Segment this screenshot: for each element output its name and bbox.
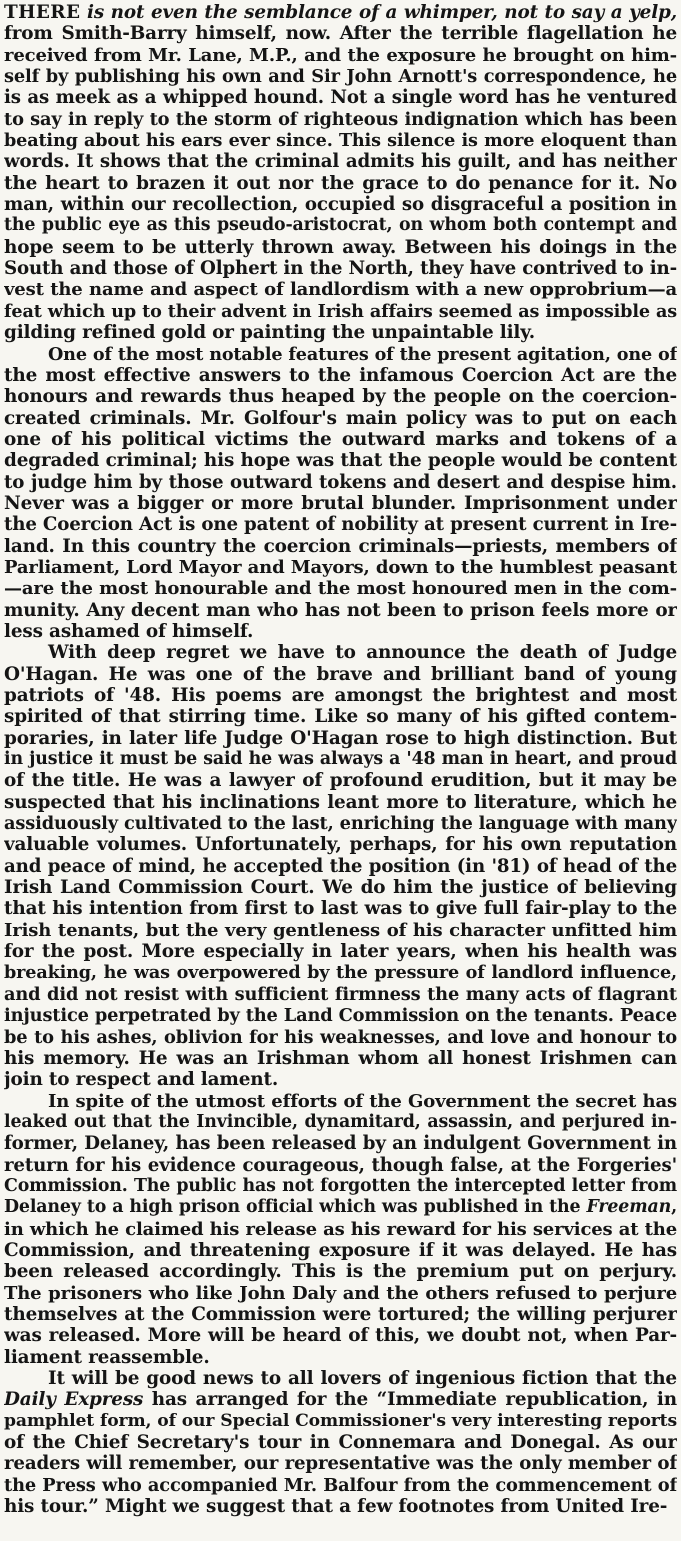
text-segment: O'Hagan. He was one of the brave and brilliant band of young: [4, 663, 677, 685]
text-segment: spirited of that stirring time. Like so many of his gifted contem-: [4, 706, 677, 728]
text-line: [4, 706, 677, 727]
text-segment: Irish Land Commission Court. We do him the justice of believing: [4, 877, 677, 899]
text-segment: honours and rewards thus heaped by the people on the coercion-: [4, 386, 677, 408]
text-line: [4, 770, 677, 791]
text-line: [4, 1261, 677, 1282]
text-segment: that his intention from first to last was to give full fair-play to the: [4, 898, 677, 920]
text-segment: leaked out that the Invincible, dynamitard, assassin, and perjured in-: [4, 1111, 677, 1132]
text-line: [4, 1347, 677, 1368]
text-line: [4, 920, 677, 941]
text-segment: —are the most honourable and the most honoured men in the com-: [4, 578, 677, 600]
text-segment: the public eye as this pseudo-aristocrat, on whom both contempt and: [4, 215, 677, 236]
text-line: [4, 834, 677, 855]
text-line: [4, 2, 677, 23]
text-line: [4, 450, 677, 471]
text-segment: assiduously cultivated to the last, enriching the language with many: [4, 813, 677, 835]
text-segment: was released. More will be heard of this, we doubt not, when Par-: [4, 1325, 677, 1347]
text-line: [4, 642, 677, 663]
text-line: [4, 45, 677, 66]
text-line: [4, 1411, 677, 1432]
text-segment: vest the name and aspect of landlordism with a new opprobrium—a: [4, 279, 677, 301]
text-segment: degraded criminal; his hope was that the people would be content: [4, 450, 677, 472]
text-line: [4, 685, 677, 706]
text-line: [4, 1197, 677, 1218]
text-segment: man, within our recollection, occupied so disgraceful a position in: [4, 194, 677, 216]
text-segment: beating about his ears ever since. This silence is more eloquent than: [4, 130, 677, 152]
text-segment: suspected that his inclinations leant more to literature, which he: [4, 791, 677, 813]
text-segment: be to his ashes, oblivion for his weaknesses, and love and honour to: [4, 1026, 677, 1048]
text-segment: Parliament, Lord Mayor and Mayors, down to the humblest peasant: [4, 556, 677, 578]
text-line: [4, 1091, 677, 1112]
text-segment: Never was a bigger or more brutal blunder. Imprisonment under: [4, 492, 677, 514]
text-line: [4, 365, 677, 386]
text-line: [4, 792, 677, 813]
paragraph: [4, 2, 677, 344]
text-segment: ,: [671, 1197, 677, 1218]
text-line: [4, 1389, 677, 1410]
text-segment: land. In this country the coercion criminals—priests, members of: [4, 535, 677, 557]
text-line: [4, 1048, 677, 1069]
text-segment: injustice perpetrated by the Land Commission on the tenants. Peace: [4, 1005, 677, 1027]
lead-word: THERE: [4, 2, 81, 23]
text-segment: less ashamed of himself.: [4, 620, 254, 642]
text-segment: the Coercion Act is one patent of nobility at present current in Ire-: [4, 514, 677, 536]
text-segment: words. It shows that the criminal admits his guilt, and has neither: [4, 151, 677, 173]
text-segment: to judge him by those outward tokens and desert and despise him.: [4, 471, 677, 493]
text-line: [4, 664, 677, 685]
text-segment: join to respect and lament.: [4, 1069, 279, 1091]
text-line: [4, 1325, 677, 1346]
text-line: [4, 1304, 677, 1325]
italic-title: Freeman: [586, 1197, 672, 1218]
text-segment: gilding refined gold or painting the unpaintable lily.: [4, 322, 535, 344]
text-segment: Commission, and threatening exposure if it was delayed. He has: [4, 1239, 677, 1261]
text-line: [4, 1453, 677, 1474]
text-line: [4, 301, 677, 322]
text-line: [4, 215, 677, 236]
text-segment: his memory. He was an Irishman whom all honest Irishmen can: [4, 1047, 677, 1069]
text-segment: of the Chief Secretary's tour in Connemara and Donegal. As our: [4, 1432, 677, 1454]
text-line: [4, 1176, 677, 1197]
text-segment: in justice it must be said he was always a '48 man in heart, and proud: [4, 749, 677, 770]
text-line: [4, 984, 677, 1005]
text-line: [4, 130, 677, 151]
text-segment: The prisoners who like John Daly and the others refused to perjure: [4, 1282, 677, 1304]
text-segment: from Smith-Barry himself, now. After the terrible flagellation he: [4, 23, 677, 45]
text-segment: Commission. The public has not forgotten the intercepted letter from: [4, 1175, 677, 1196]
text-line: [4, 1475, 677, 1496]
text-line: [4, 1240, 677, 1261]
text-line: [4, 66, 677, 87]
text-line: [4, 408, 677, 429]
text-segment: return for his evidence courageous, though false, at the Forgeries': [4, 1154, 677, 1176]
text-segment: With deep regret we have to announce the death of Judge: [48, 642, 677, 664]
text-line: [4, 1432, 677, 1453]
text-segment: Irish tenants, but the very gentleness of his character unfitted him: [4, 919, 677, 941]
newspaper-column: [4, 2, 677, 1517]
text-line: [4, 514, 677, 535]
text-line: [4, 23, 677, 44]
text-line: [4, 557, 677, 578]
text-line: [4, 600, 677, 621]
text-line: [4, 322, 677, 343]
text-line: [4, 856, 677, 877]
text-segment: has arranged for the “Immediate republication, in: [143, 1389, 677, 1411]
text-segment: liament reassemble.: [4, 1346, 210, 1368]
text-line: [4, 1368, 677, 1389]
text-segment: patriots of '48. His poems are amongst the brightest and most: [4, 685, 677, 706]
text-segment: munity. Any decent man who has not been to prison feels more or: [4, 599, 677, 621]
text-segment: been released accordingly. This is the premium put on perjury.: [4, 1261, 677, 1283]
text-segment: readers will remember, our representative was the only member of: [4, 1453, 677, 1475]
text-segment: for the post. More especially in later years, when his health was: [4, 941, 677, 963]
text-segment: in which he claimed his release as his reward for his services at the: [4, 1218, 677, 1240]
text-segment: In spite of the utmost efforts of the Government the secret has: [48, 1090, 677, 1112]
text-line: [4, 1155, 677, 1176]
text-segment: and did not resist with sufficient firmness the many acts of flagrant: [4, 983, 677, 1005]
text-line: [4, 962, 677, 983]
paragraph: [4, 344, 677, 643]
text-segment: received from Mr. Lane, M.P., and the exposure he brought on him-: [4, 44, 677, 66]
text-line: [4, 621, 677, 642]
paragraph: [4, 1091, 677, 1368]
text-segment: themselves at the Commission were tortured; the willing perjurer: [4, 1303, 677, 1325]
text-line: [4, 1027, 677, 1048]
text-line: [4, 578, 677, 599]
text-line: [4, 87, 677, 108]
text-segment: created criminals. Mr. Golfour's main policy was to put on each: [4, 407, 677, 429]
text-line: [4, 386, 677, 407]
text-line: [4, 898, 677, 919]
text-line: [4, 279, 677, 300]
text-line: [4, 493, 677, 514]
text-line: [4, 1005, 677, 1026]
text-line: [4, 472, 677, 493]
text-segment: It will be good news to all lovers of ingenious fiction that the: [48, 1368, 677, 1389]
text-line: [4, 941, 677, 962]
text-segment: valuable volumes. Unfortunately, perhaps, for his own reputation: [4, 834, 677, 856]
text-segment: one of his political victims the outward marks and tokens of a: [4, 428, 677, 450]
text-line: [4, 536, 677, 557]
text-line: [4, 877, 677, 898]
text-segment: feat which up to their advent in Irish affairs seemed as impossible as: [4, 300, 677, 322]
text-segment: One of the most notable features of the present agitation, one of: [48, 343, 677, 365]
text-segment: Delaney to a high prison official which was published in the: [4, 1197, 587, 1218]
text-segment: self by publishing his own and Sir John Arnott's correspondence, he: [4, 66, 677, 88]
text-segment: South and those of Olphert in the North, they have contrived to in-: [4, 258, 677, 280]
text-segment: the Press who accompanied Mr. Balfour from the commencement of: [4, 1474, 677, 1496]
italic-title: Daily Express: [4, 1389, 144, 1411]
text-line: [4, 749, 677, 770]
text-line: [4, 1112, 677, 1133]
text-line: [4, 1283, 677, 1304]
text-segment: breaking, he was overpowered by the pressure of landlord influence,: [4, 962, 677, 984]
text-line: [4, 728, 677, 749]
text-line: [4, 258, 677, 279]
text-line: [4, 194, 677, 215]
text-line: [4, 109, 677, 130]
paragraph: [4, 1368, 677, 1517]
italic-title: is not even the semblance of a whimper, not to say a yelp,: [80, 2, 677, 23]
text-segment: his tour.” Might we suggest that a few footnotes from United Ire-: [4, 1496, 668, 1518]
text-line: [4, 1133, 677, 1154]
text-segment: of the title. He was a lawyer of profound erudition, but it may be: [4, 770, 677, 792]
text-line: [4, 344, 677, 365]
text-line: [4, 813, 677, 834]
text-line: [4, 1069, 677, 1090]
text-line: [4, 1219, 677, 1240]
text-line: [4, 151, 677, 172]
text-segment: and peace of mind, he accepted the position (in '81) of head of the: [4, 855, 677, 877]
text-segment: poraries, in later life Judge O'Hagan rose to high distinction. But: [4, 727, 677, 749]
text-line: [4, 1496, 677, 1517]
text-segment: the heart to brazen it out nor the grace to do penance for it. No: [4, 172, 677, 194]
text-segment: the most effective answers to the infamous Coercion Act are the: [4, 364, 677, 386]
text-line: [4, 237, 677, 258]
text-segment: pamphlet form, of our Special Commissioner's very interesting reports: [4, 1410, 677, 1431]
text-segment: former, Delaney, has been released by an indulgent Government in: [4, 1133, 677, 1155]
text-segment: to say in reply to the storm of righteous indignation which has been: [4, 108, 677, 130]
paragraph: [4, 642, 677, 1090]
text-segment: hope seem to be utterly thrown away. Between his doings in the: [4, 236, 677, 258]
text-line: [4, 429, 677, 450]
text-line: [4, 173, 677, 194]
text-segment: is as meek as a whipped hound. Not a single word has he ventured: [4, 87, 677, 109]
